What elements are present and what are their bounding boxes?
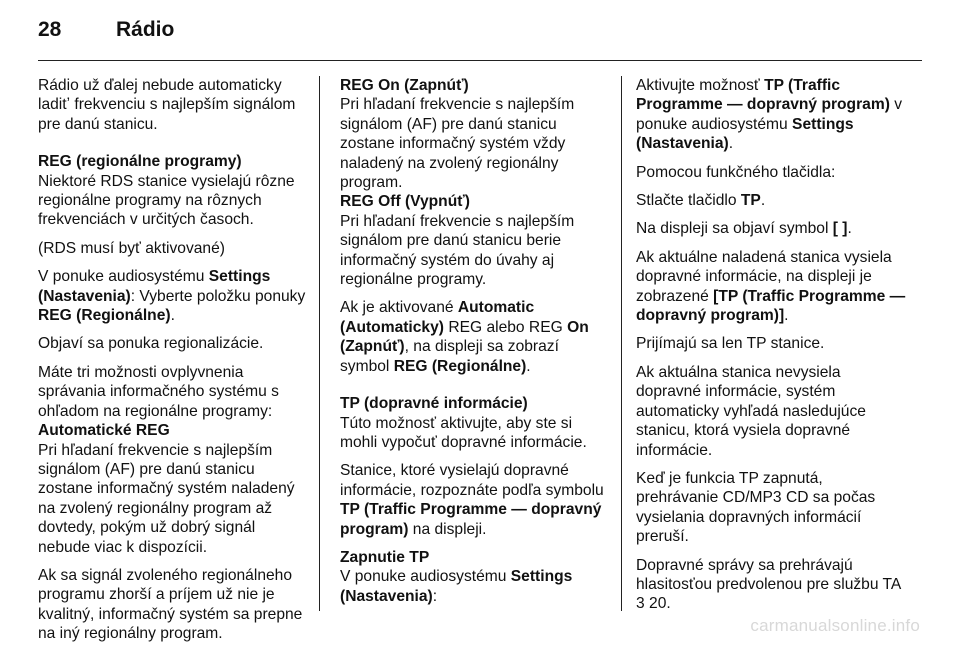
paragraph: Stlačte tlačidlo TP.: [636, 192, 766, 210]
column-3: [636, 76, 908, 623]
paragraph: Pri hľadaní frekvencie s najlepším signálom (AF) pre danú stanicu zostane informačný systém vždy naladený na zvolený regionálny program.: [340, 96, 575, 192]
paragraph: Ak je aktivované Automatic (Automaticky) REG alebo REG On (Zapnúť), na displeji sa zobrazí symbol REG (Regionálne).: [340, 299, 589, 375]
paragraph: Keď je funkcia TP zapnutá, prehrávanie CD/MP3 CD sa počas vysielania dopravných informácií preruší.: [636, 469, 876, 546]
heading-reg-on: REG On (Zapnúť): [340, 77, 469, 94]
paragraph: Pomocou funkčného tlačidla:: [636, 163, 836, 181]
paragraph: Máte tri možnosti ovplyvnenia správania informačného systému s ohľadom na regionálne programy:: [38, 363, 279, 420]
paragraph: V ponuke audiosystému Settings (Nastavenia): Vyberte položku ponuky REG (Regionálne).: [38, 268, 306, 325]
heading-tp: TP (dopravné informácie): [340, 395, 528, 413]
paragraph: V ponuke audiosystému Settings (Nastavenia):: [340, 568, 573, 605]
page-reference-icon[interactable]: 3: [636, 595, 645, 613]
paragraph: Ak aktuálna stanica nevysiela dopravné informácie, systém automaticky vyhľadá nasledujúce stanicu, ktorá vysiela dopravné informácie.: [636, 363, 866, 459]
page-number: 28: [38, 18, 62, 41]
column-divider: [319, 76, 320, 611]
section-title: Rádio: [116, 18, 175, 41]
paragraph: Pri hľadaní frekvencie s najlepším signálom pre danú stanicu berie informačný systém do úvahy aj regionálne programy.: [340, 212, 575, 289]
paragraph: Objaví sa ponuka regionalizácie.: [38, 335, 264, 353]
paragraph: Pri hľadaní frekvencie s najlepším signálom (AF) pre danú stanicu zostane informačný systém naladený na zvolený regionálny program až dovtedy, pokým už dobrý signál nebude viac k dispozícii.: [38, 441, 295, 556]
header-divider: [38, 60, 922, 61]
paragraph: Ak aktuálne naladená stanica vysiela dopravné informácie, na displeji je zobrazené [TP (Traffic Programme — dopravný program)].: [636, 248, 906, 325]
column-divider: [621, 76, 622, 611]
paragraph: Prijímajú sa len TP stanice.: [636, 335, 825, 353]
paragraph: Stanice, ktoré vysielajú dopravné informácie, rozpoznáte podľa symbolu TP (Traffic Programme — dopravný program) na displeji.: [340, 462, 604, 538]
page-header: [38, 18, 174, 50]
column-1: [38, 76, 310, 653]
paragraph: (RDS musí byť aktivované): [38, 239, 225, 257]
paragraph: Túto možnosť aktivujte, aby ste si mohli vypočuť dopravné informácie.: [340, 414, 587, 451]
watermark: carmanualsonline.info: [750, 616, 920, 635]
paragraph: Na displeji sa objaví symbol [ ].: [636, 220, 852, 238]
heading-reg: REG (regionálne programy): [38, 153, 242, 171]
heading-automatic-reg: Automatické REG: [38, 422, 170, 440]
paragraph: Aktivujte možnosť TP (Traffic Programme — dopravný program) v ponuke audiosystému Settings (Nastavenia).: [636, 77, 903, 153]
column-2: [340, 76, 612, 615]
paragraph: Niektoré RDS stanice vysielajú rôzne regionálne programy na rôznych frekvenciách v určitých časoch.: [38, 172, 295, 229]
heading-zapnutie-tp: Zapnutie TP: [340, 548, 430, 566]
heading-reg-off: REG Off (Vypnúť): [340, 193, 470, 211]
paragraph: Dopravné správy sa prehrávajú hlasitosťou predvolenou pre službu TA 3 20.: [636, 556, 901, 613]
paragraph: Rádio už ďalej nebude automaticky laditʼ frekvenciu s najlepším signálom pre danú stanicu.: [38, 77, 296, 133]
paragraph: Ak sa signál zvoleného regionálneho programu zhorší a príjem už nie je kvalitný, informačný systém sa prepne na iný regionálny program.: [38, 566, 303, 643]
